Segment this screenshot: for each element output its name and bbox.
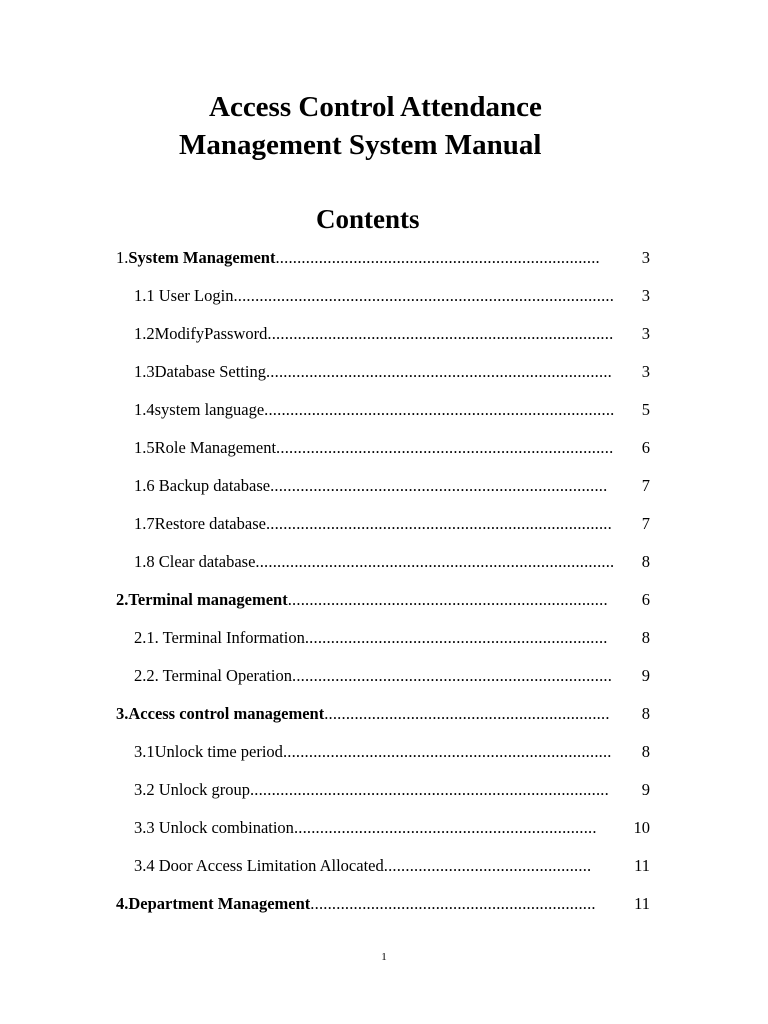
- toc-dot-leader: ................................................................................: [265, 362, 612, 381]
- toc-page-number: 8: [641, 704, 650, 723]
- toc-entry-label: Terminal management: [128, 590, 288, 609]
- toc-dot-leader: .................................................................................: [264, 400, 615, 419]
- toc-dot-leader: ................................................................................: [267, 324, 614, 343]
- toc-page-number: 8: [641, 628, 650, 647]
- toc-entry-label: 1.8 Clear database: [134, 552, 256, 571]
- toc-entry-terminal-information[interactable]: [134, 627, 650, 649]
- toc-entry-role-management[interactable]: [134, 437, 650, 459]
- toc-page-number: 3: [641, 362, 650, 381]
- toc-entry-label: 1.5Role Management: [134, 438, 277, 457]
- toc-page-number: 3: [641, 248, 650, 267]
- toc-page-number: 5: [641, 400, 650, 419]
- toc-dot-leader: ........................................................................................: [233, 286, 615, 305]
- toc-entry-database-setting[interactable]: [134, 361, 650, 383]
- toc-entry-terminal-operation[interactable]: [134, 665, 650, 687]
- toc-page-number: 9: [641, 780, 650, 799]
- toc-entry-label: 1.3Database Setting: [134, 362, 266, 381]
- toc-entry-label: Department Management: [128, 894, 311, 913]
- toc-entry-label: 1.4system language: [134, 400, 265, 419]
- toc-entry-number: 3.: [116, 704, 129, 723]
- toc-entry-unlock-group[interactable]: [134, 779, 650, 801]
- toc-entry-department-management[interactable]: [116, 893, 650, 915]
- contents-heading: Contents: [316, 204, 420, 234]
- toc-entry-system-language[interactable]: [134, 399, 650, 421]
- toc-entry-terminal-management[interactable]: [116, 589, 650, 611]
- toc-entry-label: 3.2 Unlock group: [134, 780, 250, 799]
- toc-entry-backup-database[interactable]: [134, 475, 650, 497]
- toc-dot-leader: ..................................................................: [324, 704, 610, 723]
- toc-page-number: 3: [641, 324, 650, 343]
- toc-entry-modify-password[interactable]: [134, 323, 650, 345]
- toc-entry-number: 4.: [116, 894, 129, 913]
- toc-page-number: 8: [641, 552, 650, 571]
- toc-dot-leader: ..............................................................................: [276, 438, 614, 457]
- toc-dot-leader: ..........................................................................: [287, 590, 608, 609]
- toc-page-number: 8: [641, 742, 650, 761]
- toc-page-number: 7: [641, 476, 650, 495]
- toc-dot-leader: ............................................................................: [282, 742, 612, 761]
- toc-entry-clear-database[interactable]: [134, 551, 650, 573]
- toc-entry-user-login[interactable]: [134, 285, 650, 307]
- toc-dot-leader: ......................................................................: [293, 818, 597, 837]
- toc-entry-label: 1.7Restore database: [134, 514, 266, 533]
- toc-entry-label: 2.2. Terminal Operation: [134, 666, 292, 685]
- toc-entry-label: 3.3 Unlock combination: [134, 818, 294, 837]
- toc-dot-leader: ......................................................................: [304, 628, 608, 647]
- toc-entry-label: 1.2ModifyPassword: [134, 324, 268, 343]
- toc-entry-system-management[interactable]: [116, 247, 650, 269]
- toc-entry-label: 3.4 Door Access Limitation Allocated: [134, 856, 384, 875]
- toc-dot-leader: ...................................................................................: [249, 780, 609, 799]
- toc-page-number: 6: [641, 590, 650, 609]
- toc-dot-leader: ...................................................................................: [255, 552, 615, 571]
- toc-entry-label: System Management: [128, 248, 276, 267]
- toc-entry-number: 2.: [116, 590, 129, 609]
- toc-page-number: 11: [634, 894, 650, 913]
- toc-entry-door-access-limitation[interactable]: [134, 855, 650, 877]
- toc-page-number: 7: [641, 514, 650, 533]
- toc-entry-label: Access control management: [128, 704, 325, 723]
- toc-page-number: 10: [633, 818, 650, 837]
- toc-entry-unlock-time-period[interactable]: [134, 741, 650, 763]
- toc-entry-label: 1.6 Backup database: [134, 476, 271, 495]
- toc-entry-unlock-combination[interactable]: [134, 817, 650, 839]
- toc-entry-label: 3.1Unlock time period: [134, 742, 283, 761]
- toc-entry-label: 2.1. Terminal Information: [134, 628, 305, 647]
- document-title-line-1: Access Control Attendance: [209, 91, 542, 123]
- toc-dot-leader: ..................................................................: [310, 894, 596, 913]
- toc-entry-access-control-management[interactable]: [116, 703, 650, 725]
- toc-dot-leader: ..............................................................................: [270, 476, 608, 495]
- toc-dot-leader: ................................................................................: [265, 514, 612, 533]
- toc-page-number: 11: [634, 856, 650, 875]
- toc-entry-number: 1.: [116, 248, 129, 267]
- toc-dot-leader: ................................................: [383, 856, 592, 875]
- toc-page-number: 6: [641, 438, 650, 457]
- toc-page-number: 9: [641, 666, 650, 685]
- toc-entry-label: 1.1 User Login: [134, 286, 234, 305]
- footer-page-number: 1: [381, 951, 387, 963]
- toc-entry-restore-database[interactable]: [134, 513, 650, 535]
- document-title-line-2: Management System Manual: [179, 129, 542, 161]
- toc-page-number: 3: [641, 286, 650, 305]
- toc-dot-leader: ..........................................................................: [292, 666, 613, 685]
- toc-dot-leader: ...........................................................................: [275, 248, 600, 267]
